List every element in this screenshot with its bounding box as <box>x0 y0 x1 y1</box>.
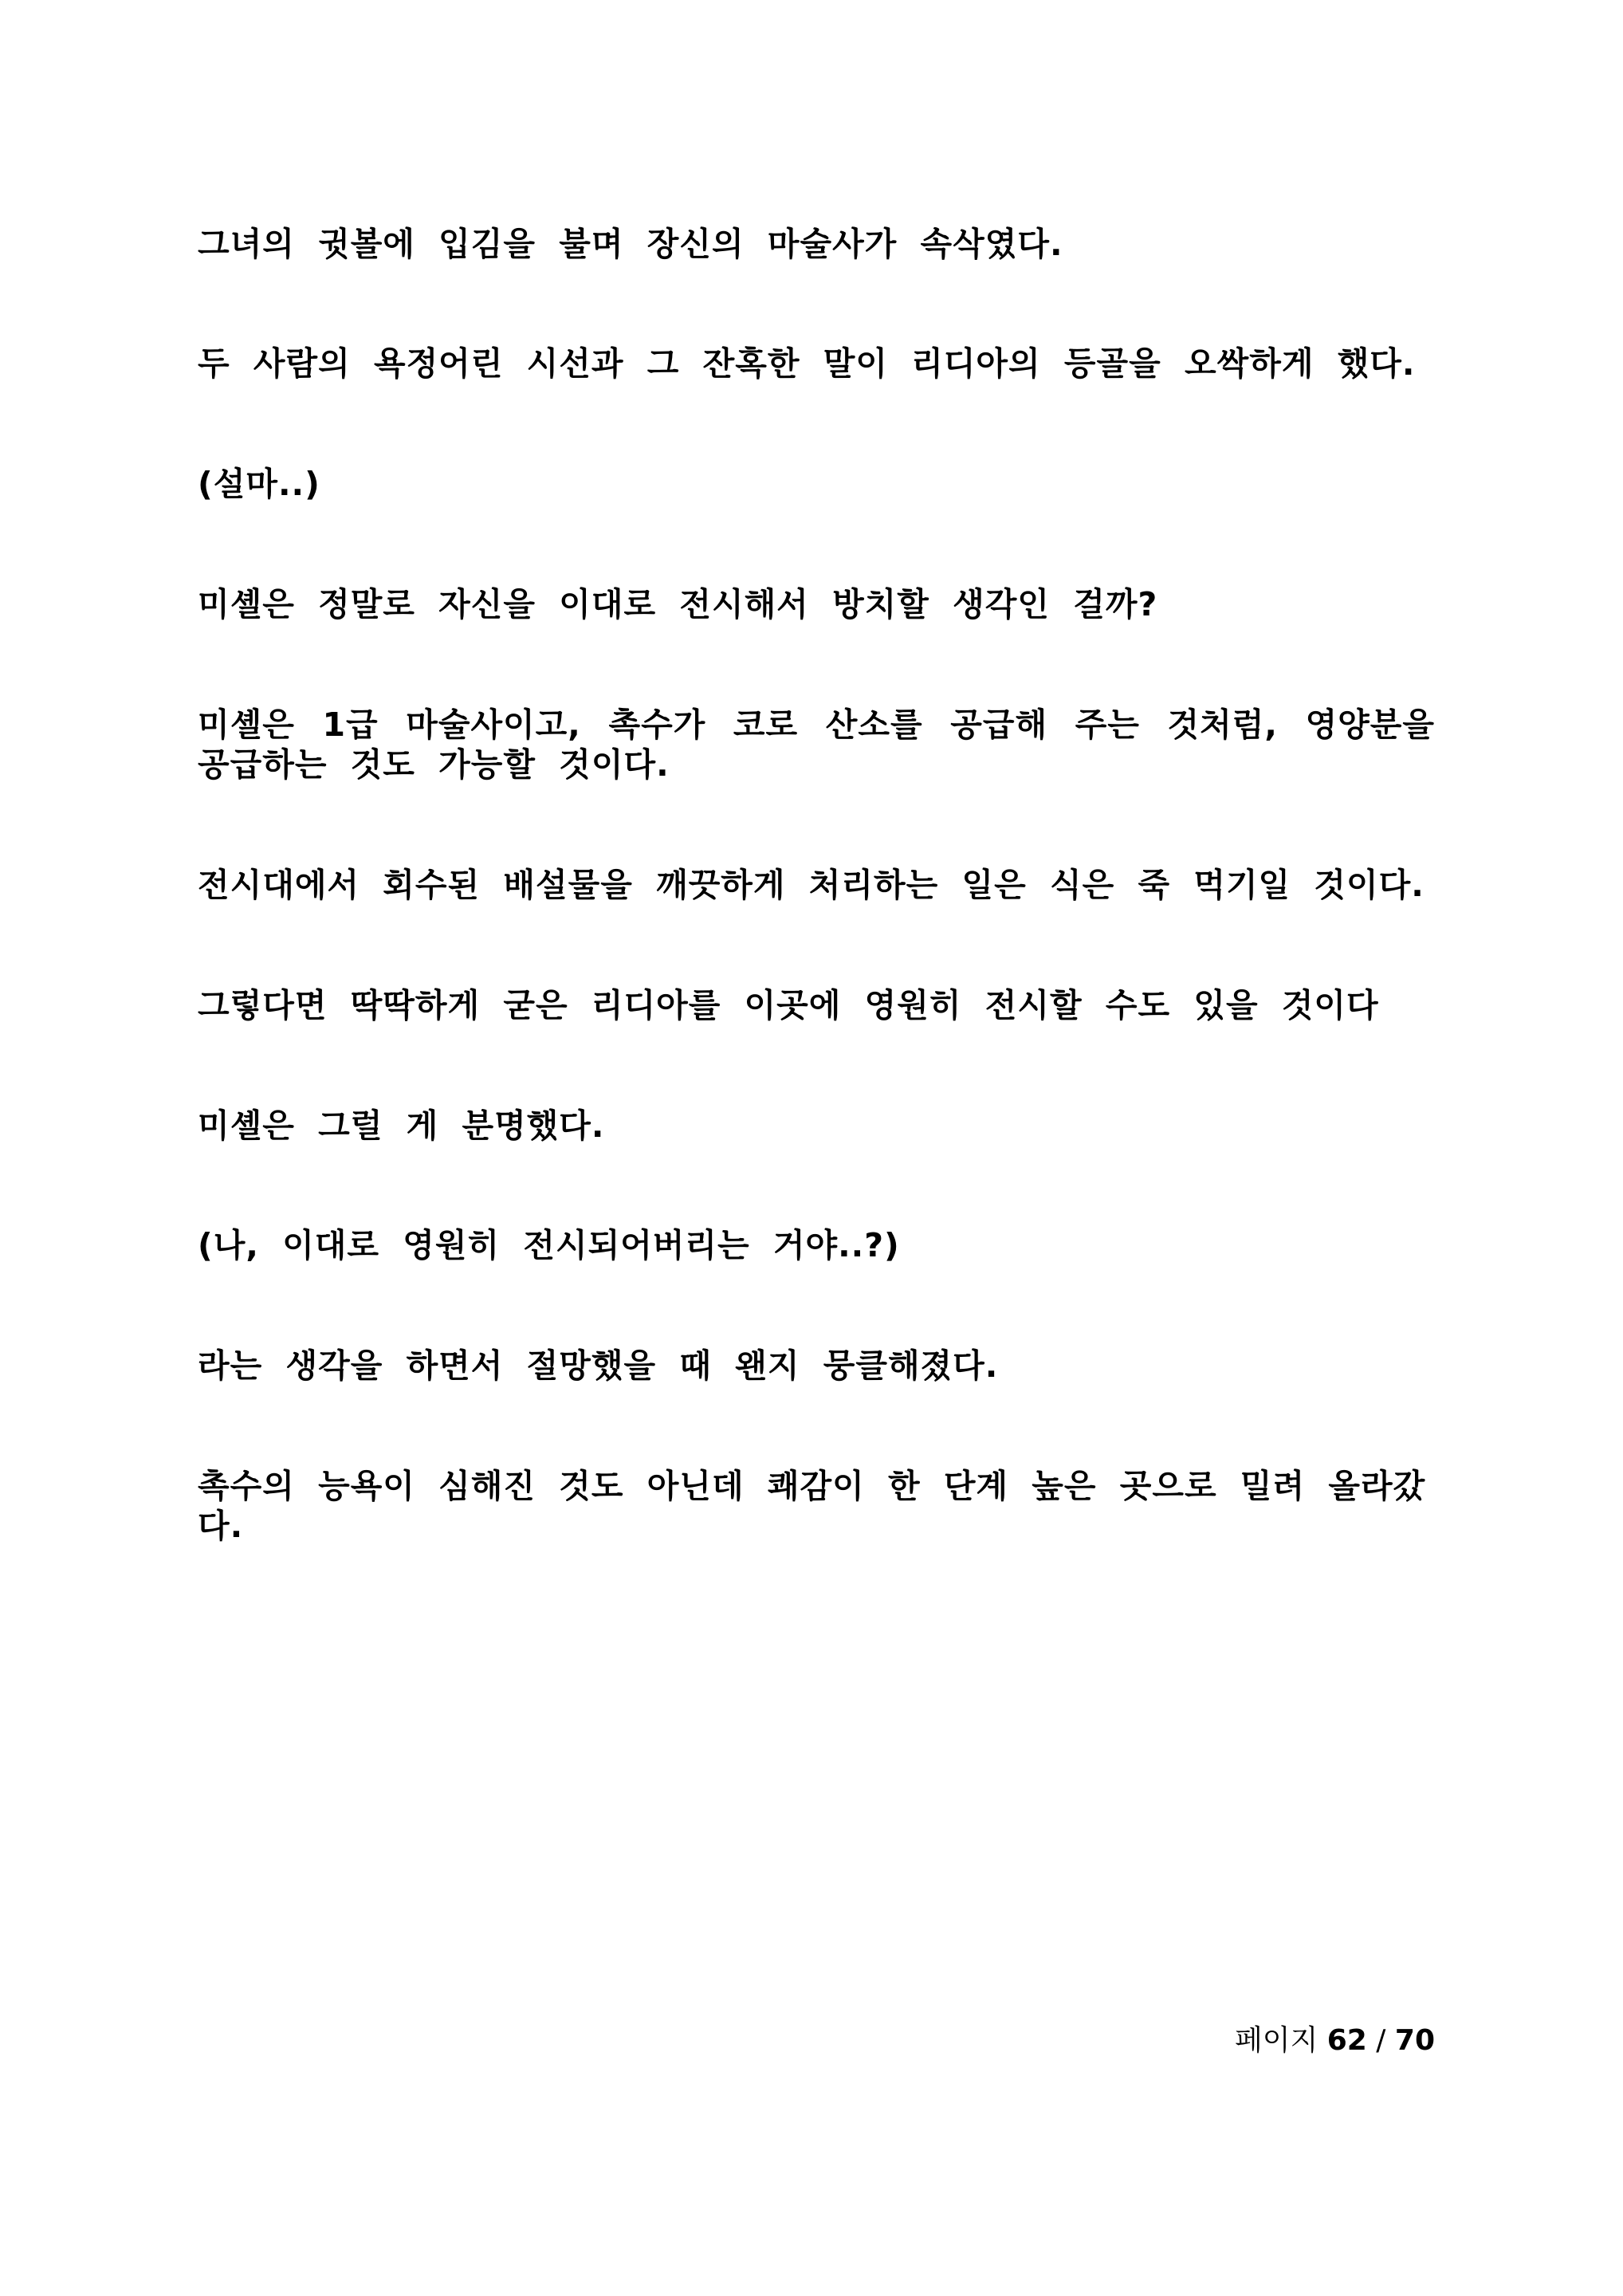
paragraph: 미셸은 정말로 자신을 이대로 전시해서 방치할 생각인 걸까? <box>198 585 1158 623</box>
paragraph: 미셸은 그럴 게 분명했다. <box>198 1107 605 1145</box>
paragraph: 그렇다면 딱딱하게 굳은 리디아를 이곳에 영원히 전시할 수도 있을 것이다 <box>198 986 1379 1024</box>
page-number <box>1116 2023 1435 2058</box>
paragraph: 라는 생각을 하면서 절망했을 때 왠지 뭉클해졌다. <box>198 1347 999 1385</box>
paragraph: 그녀의 귓볼에 입김을 불며 장신의 마술사가 속삭였다. <box>198 225 1063 263</box>
total-pages: 70 <box>1394 2024 1435 2057</box>
paragraph: 미셸은 1급 마술사이고, 촉수가 코로 산소를 공급해 주는 것처럼, 영양분을 공급하는 것도 가능할 것이다. <box>198 706 1435 784</box>
current-page: 62 <box>1326 2024 1367 2057</box>
paragraph: (나, 이대로 영원히 전시되어버리는 거야..?) <box>198 1226 900 1264</box>
page-separator: / <box>1376 2024 1386 2057</box>
paragraph: 촉수의 능욕이 심해진 것도 아닌데 쾌감이 한 단계 높은 곳으로 밀려 올라갔다. <box>198 1467 1426 1545</box>
page-label: 페이지 <box>1234 2024 1318 2057</box>
paragraph: (설마..) <box>198 465 320 503</box>
paragraph: 전시대에서 회수된 배설물을 깨끗하게 처리하는 일은 식은 죽 먹기일 것이다. <box>198 866 1425 904</box>
paragraph: 두 사람의 욕정어린 시선과 그 잔혹한 말이 리디아의 등골을 오싹하게 했다. <box>198 344 1416 383</box>
